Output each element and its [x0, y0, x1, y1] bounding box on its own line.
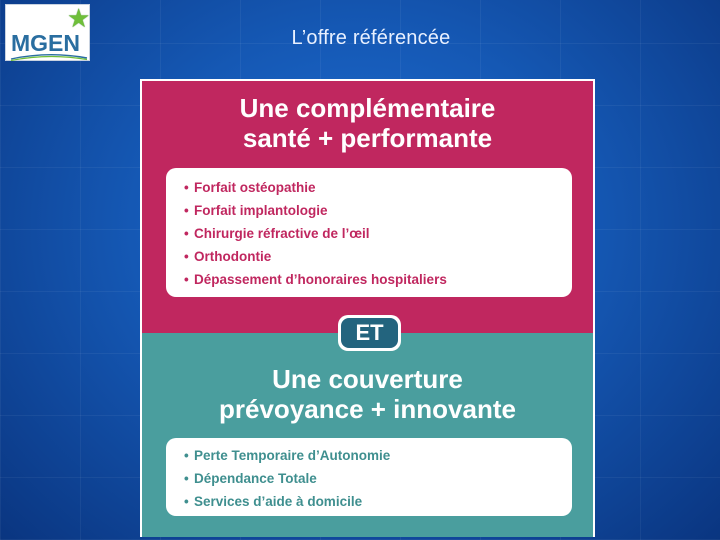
et-label: ET [341, 318, 398, 348]
health-section [142, 81, 593, 333]
bullet-icon: • [184, 494, 189, 509]
offer-card [140, 79, 595, 537]
health-benefits-list [166, 168, 572, 297]
list-item: • Chirurgie réfractive de l’œil [184, 222, 572, 245]
et-badge [338, 315, 401, 351]
insurance-benefits-list [166, 438, 572, 516]
list-item: • Services d’aide à domicile [184, 490, 572, 513]
health-heading-line2: santé + performante [242, 123, 493, 153]
list-item: • Dépendance Totale [184, 467, 572, 490]
insurance-heading [142, 364, 593, 424]
bullet-icon: • [184, 272, 189, 287]
bullet-icon: • [184, 180, 189, 195]
logo-swoosh-icon [10, 53, 88, 61]
list-item: • Perte Temporaire d’Autonomie [184, 444, 572, 467]
list-item: • Dépassement d’honoraires hospitaliers [184, 268, 572, 291]
bullet-icon: • [184, 471, 189, 486]
logo-text: MGEN [11, 30, 80, 56]
list-item: • Forfait implantologie [184, 199, 572, 222]
list-item: • Forfait ostéopathie [184, 176, 572, 199]
insurance-section [142, 333, 593, 537]
bullet-icon: • [184, 203, 189, 218]
slide-title: L’offre référencée [291, 27, 451, 49]
bullet-icon: • [184, 448, 189, 463]
health-heading [142, 93, 593, 153]
star-icon: ★ [67, 3, 91, 33]
bullet-icon: • [184, 249, 189, 264]
health-heading-line1: Une complémentaire [239, 93, 496, 123]
insurance-heading-line2: prévoyance + innovante [219, 394, 516, 424]
list-item: • Orthodontie [184, 245, 572, 268]
insurance-heading-line1: Une couverture [272, 364, 463, 394]
bullet-icon: • [184, 226, 189, 241]
